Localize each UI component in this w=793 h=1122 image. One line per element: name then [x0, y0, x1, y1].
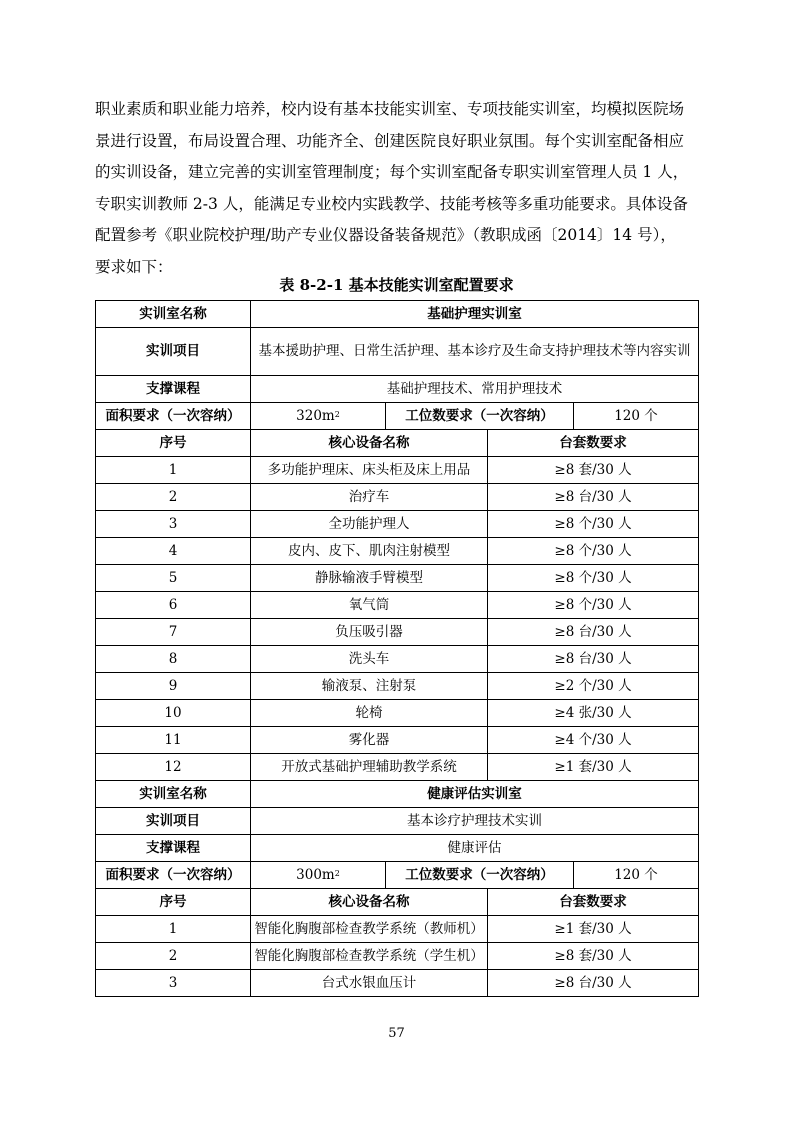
equipment-header: 核心设备名称 — [251, 889, 488, 916]
equipment-row — [96, 727, 699, 754]
area-value — [251, 403, 386, 430]
equipment-row — [96, 457, 699, 484]
project-value: 基本诊疗护理技术实训 — [251, 808, 699, 835]
quantity-cell: ≥4 个/30 人 — [488, 727, 699, 754]
course-label: 支撑课程 — [96, 835, 251, 862]
room-name-value: 健康评估实训室 — [251, 781, 699, 808]
seq-cell: 12 — [96, 754, 251, 781]
body-paragraph — [95, 94, 698, 284]
equipment-row — [96, 592, 699, 619]
equipment-row — [96, 673, 699, 700]
equipment-row — [96, 565, 699, 592]
quantity-cell: ≥2 个/30 人 — [488, 673, 699, 700]
quantity-cell: ≥1 套/30 人 — [488, 916, 699, 943]
project-label: 实训项目 — [96, 808, 251, 835]
paragraph-line: 专职实训教师 2-3 人，能满足专业校内实践教学、技能考核等多重功能要求。具体设备 — [95, 194, 688, 213]
equipment-cell: 皮内、皮下、肌肉注射模型 — [251, 538, 488, 565]
equipment-cell: 全功能护理人 — [251, 511, 488, 538]
quantity-cell: ≥8 个/30 人 — [488, 538, 699, 565]
equipment-cell: 智能化胸腹部检查教学系统（教师机） — [251, 916, 488, 943]
equipment-cell: 治疗车 — [251, 484, 488, 511]
paragraph-line: 职业素质和职业能力培养，校内设有基本技能实训室、专项技能实训室，均模拟医院场 — [95, 100, 685, 118]
seq-cell: 3 — [96, 970, 251, 997]
course-value: 健康评估 — [251, 835, 699, 862]
seq-cell: 2 — [96, 484, 251, 511]
equipment-header: 核心设备名称 — [251, 430, 488, 457]
equipment-cell: 氧气筒 — [251, 592, 488, 619]
area-row — [96, 403, 699, 430]
area-value-value: 320m — [296, 407, 335, 424]
seq-cell: 2 — [96, 943, 251, 970]
seq-cell: 7 — [96, 619, 251, 646]
project-row — [96, 808, 699, 835]
equipment-row — [96, 646, 699, 673]
paragraph-line: 的实训设备，建立完善的实训室管理制度；每个实训室配备专职实训室管理人员 1 人， — [95, 163, 689, 182]
equipment-row — [96, 538, 699, 565]
quantity-header: 台套数要求 — [488, 889, 699, 916]
equipment-cell: 雾化器 — [251, 727, 488, 754]
equipment-cell: 负压吸引器 — [251, 619, 488, 646]
quantity-cell: ≥8 台/30 人 — [488, 646, 699, 673]
seq-header: 序号 — [96, 889, 251, 916]
stations-label: 工位数要求（一次容纳） — [386, 862, 574, 889]
superscript-unit: 2 — [334, 868, 340, 878]
equipment-cell: 台式水银血压计 — [251, 970, 488, 997]
page-number: 57 — [388, 1026, 405, 1041]
equipment-cell: 开放式基础护理辅助教学系统 — [251, 754, 488, 781]
course-row — [96, 376, 699, 403]
seq-cell: 1 — [96, 916, 251, 943]
seq-header: 序号 — [96, 430, 251, 457]
paragraph-line: 景进行设置，布局设置合理、功能齐全、创建医院良好职业氛围。每个实训室配备相应 — [95, 131, 685, 150]
equipment-row — [96, 700, 699, 727]
stations-label: 工位数要求（一次容纳） — [386, 403, 574, 430]
seq-cell: 3 — [96, 511, 251, 538]
config-table-body — [96, 301, 699, 997]
equipment-cell: 轮椅 — [251, 700, 488, 727]
equipment-row — [96, 754, 699, 781]
paragraph-line: 要求如下： — [95, 257, 173, 276]
paragraph-line: 配置参考《职业院校护理/助产专业仪器设备装备规范》（教职成函〔2014〕14 号）， — [95, 226, 676, 245]
equipment-header-row — [96, 430, 699, 457]
quantity-cell: ≥8 套/30 人 — [488, 457, 699, 484]
seq-cell: 1 — [96, 457, 251, 484]
quantity-cell: ≥8 个/30 人 — [488, 592, 699, 619]
project-value: 基本援助护理、日常生活护理、基本诊疗及生命支持护理技术等内容实训 — [251, 328, 699, 376]
area-label: 面积要求（一次容纳） — [96, 862, 251, 889]
quantity-cell: ≥8 套/30 人 — [488, 943, 699, 970]
seq-cell: 4 — [96, 538, 251, 565]
equipment-cell: 多功能护理床、床头柜及床上用品 — [251, 457, 488, 484]
equipment-cell: 静脉输液手臂模型 — [251, 565, 488, 592]
table-title: 表 8-2-1 基本技能实训室配置要求 — [279, 276, 514, 294]
quantity-cell: ≥4 张/30 人 — [488, 700, 699, 727]
room-name-label: 实训室名称 — [96, 301, 251, 328]
stations-value: 120 个 — [574, 403, 699, 430]
room-name-label: 实训室名称 — [96, 781, 251, 808]
equipment-cell: 输液泵、注射泵 — [251, 673, 488, 700]
quantity-cell: ≥8 个/30 人 — [488, 511, 699, 538]
seq-cell: 6 — [96, 592, 251, 619]
equipment-row — [96, 916, 699, 943]
course-value: 基础护理技术、常用护理技术 — [251, 376, 699, 403]
quantity-cell: ≥8 台/30 人 — [488, 484, 699, 511]
room-name-row — [96, 301, 699, 328]
room-name-row — [96, 781, 699, 808]
equipment-cell: 智能化胸腹部检查教学系统（学生机） — [251, 943, 488, 970]
quantity-header: 台套数要求 — [488, 430, 699, 457]
project-row — [96, 328, 699, 376]
area-row — [96, 862, 699, 889]
stations-value: 120 个 — [574, 862, 699, 889]
project-label: 实训项目 — [96, 328, 251, 376]
seq-cell: 10 — [96, 700, 251, 727]
quantity-cell: ≥8 个/30 人 — [488, 565, 699, 592]
seq-cell: 5 — [96, 565, 251, 592]
config-table — [95, 300, 699, 997]
equipment-row — [96, 970, 699, 997]
course-row — [96, 835, 699, 862]
seq-cell: 11 — [96, 727, 251, 754]
superscript-unit: 2 — [334, 409, 340, 419]
area-value — [251, 862, 386, 889]
quantity-cell: ≥8 台/30 人 — [488, 619, 699, 646]
equipment-row — [96, 619, 699, 646]
equipment-cell: 洗头车 — [251, 646, 488, 673]
seq-cell: 9 — [96, 673, 251, 700]
equipment-row — [96, 511, 699, 538]
quantity-cell: ≥8 台/30 人 — [488, 970, 699, 997]
equipment-row — [96, 943, 699, 970]
equipment-header-row — [96, 889, 699, 916]
area-value-value: 300m — [296, 866, 335, 883]
course-label: 支撑课程 — [96, 376, 251, 403]
area-label: 面积要求（一次容纳） — [96, 403, 251, 430]
quantity-cell: ≥1 套/30 人 — [488, 754, 699, 781]
room-name-value: 基础护理实训室 — [251, 301, 699, 328]
equipment-row — [96, 484, 699, 511]
seq-cell: 8 — [96, 646, 251, 673]
